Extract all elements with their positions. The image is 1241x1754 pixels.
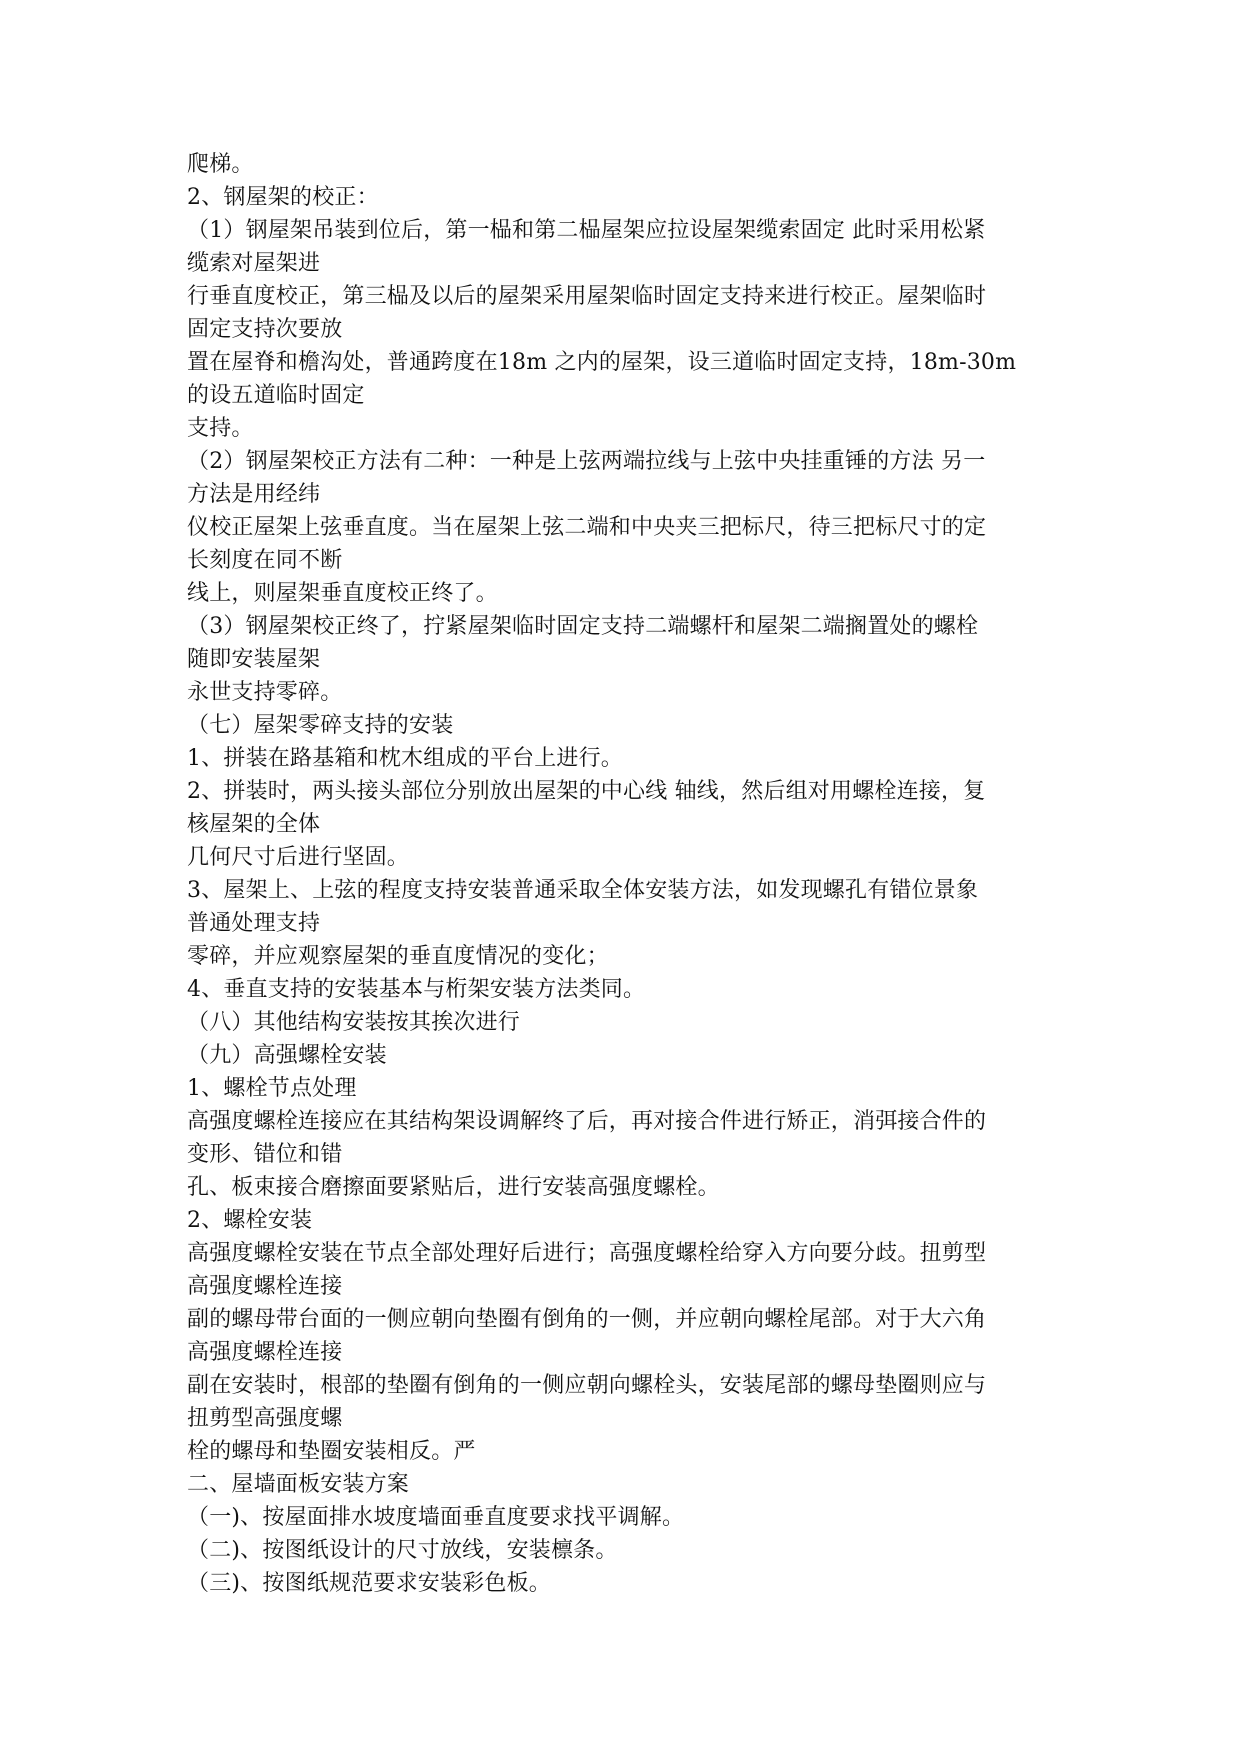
text-line: 支持。 — [187, 416, 254, 441]
text-line: 副的螺母带台面的一侧应朝向垫圈有倒角的一侧，并应朝向螺栓尾部。对于大六角 — [187, 1307, 987, 1332]
text-line: 置在屋脊和檐沟处，普通跨度在18m 之内的屋架，设三道临时固定支持，18m-30m — [187, 350, 1017, 375]
subsection-heading: 2、螺栓安装 — [187, 1208, 313, 1233]
text-line: 几何尺寸后进行坚固。 — [187, 845, 410, 870]
text-line: 高强度螺栓连接应在其结构架设调解终了后，再对接合件进行矫正，消弭接合件的 — [187, 1109, 987, 1134]
section-heading: （七）屋架零碎支持的安装 — [187, 713, 454, 738]
text-line: （三)、按图纸规范要求安装彩色板。 — [187, 1571, 551, 1596]
text-line: （2）钢屋架校正方法有二种：一种是上弦两端拉线与上弦中央挂重锤的方法 另一 — [187, 449, 986, 474]
text-line: 4、垂直支持的安装基本与桁架安装方法类同。 — [187, 977, 646, 1002]
text-line: 行垂直度校正，第三榀及以后的屋架采用屋架临时固定支持来进行校正。屋架临时 — [187, 284, 987, 309]
text-line: （3）钢屋架校正终了，拧紧屋架临时固定支持二端螺杆和屋架二端搁置处的螺栓 — [187, 614, 979, 639]
text-line: 仪校正屋架上弦垂直度。当在屋架上弦二端和中央夹三把标尺，待三把标尺寸的定 — [187, 515, 987, 540]
text-line: 核屋架的全体 — [187, 812, 321, 837]
text-line: 扭剪型高强度螺 — [187, 1406, 343, 1431]
document-body — [187, 148, 1087, 1600]
text-line: 永世支持零碎。 — [187, 680, 343, 705]
text-line: 普通处理支持 — [187, 911, 321, 936]
text-line: 的设五道临时固定 — [187, 383, 365, 408]
text-line: 长刻度在同不断 — [187, 548, 343, 573]
text-line: 爬梯。 — [187, 152, 254, 177]
section-heading: （八）其他结构安装按其挨次进行 — [187, 1010, 521, 1035]
text-line: 孔、板束接合磨擦面要紧贴后，进行安装高强度螺栓。 — [187, 1175, 720, 1200]
section-heading: 二、屋墙面板安装方案 — [187, 1472, 410, 1497]
text-line: 3、屋架上、上弦的程度支持安装普通采取全体安装方法，如发现螺孔有错位景象 — [187, 878, 979, 903]
text-line: 2、拼装时，两头接头部位分别放出屋架的中心线 轴线，然后组对用螺栓连接，复 — [187, 779, 986, 804]
text-line: 随即安装屋架 — [187, 647, 321, 672]
text-line: 副在安装时，根部的垫圈有倒角的一侧应朝向螺栓头，安装尾部的螺母垫圈则应与 — [187, 1373, 987, 1398]
text-line: 方法是用经纬 — [187, 482, 321, 507]
section-heading: 2、钢屋架的校正： — [187, 185, 379, 210]
text-line: 零碎，并应观察屋架的垂直度情况的变化； — [187, 944, 609, 969]
text-line: 高强度螺栓连接 — [187, 1340, 343, 1365]
text-line: 栓的螺母和垫圈安装相反。严 — [187, 1439, 476, 1464]
text-line: 变形、错位和错 — [187, 1142, 343, 1167]
text-line: （一)、按屋面排水坡度墙面垂直度要求找平调解。 — [187, 1505, 685, 1530]
text-line: （1）钢屋架吊装到位后，第一榀和第二榀屋架应拉设屋架缆索固定 此时采用松紧 — [187, 218, 986, 243]
subsection-heading: 1、螺栓节点处理 — [187, 1076, 357, 1101]
text-line: 高强度螺栓安装在节点全部处理好后进行；高强度螺栓给穿入方向要分歧。扭剪型 — [187, 1241, 987, 1266]
text-line: （二)、按图纸设计的尺寸放线，安装檩条。 — [187, 1538, 618, 1563]
text-line: 固定支持次要放 — [187, 317, 343, 342]
text-line: 缆索对屋架进 — [187, 251, 321, 276]
text-line: 线上，则屋架垂直度校正终了。 — [187, 581, 498, 606]
section-heading: （九）高强螺栓安装 — [187, 1043, 387, 1068]
text-line: 高强度螺栓连接 — [187, 1274, 343, 1299]
text-line: 1、拼装在路基箱和枕木组成的平台上进行。 — [187, 746, 623, 771]
